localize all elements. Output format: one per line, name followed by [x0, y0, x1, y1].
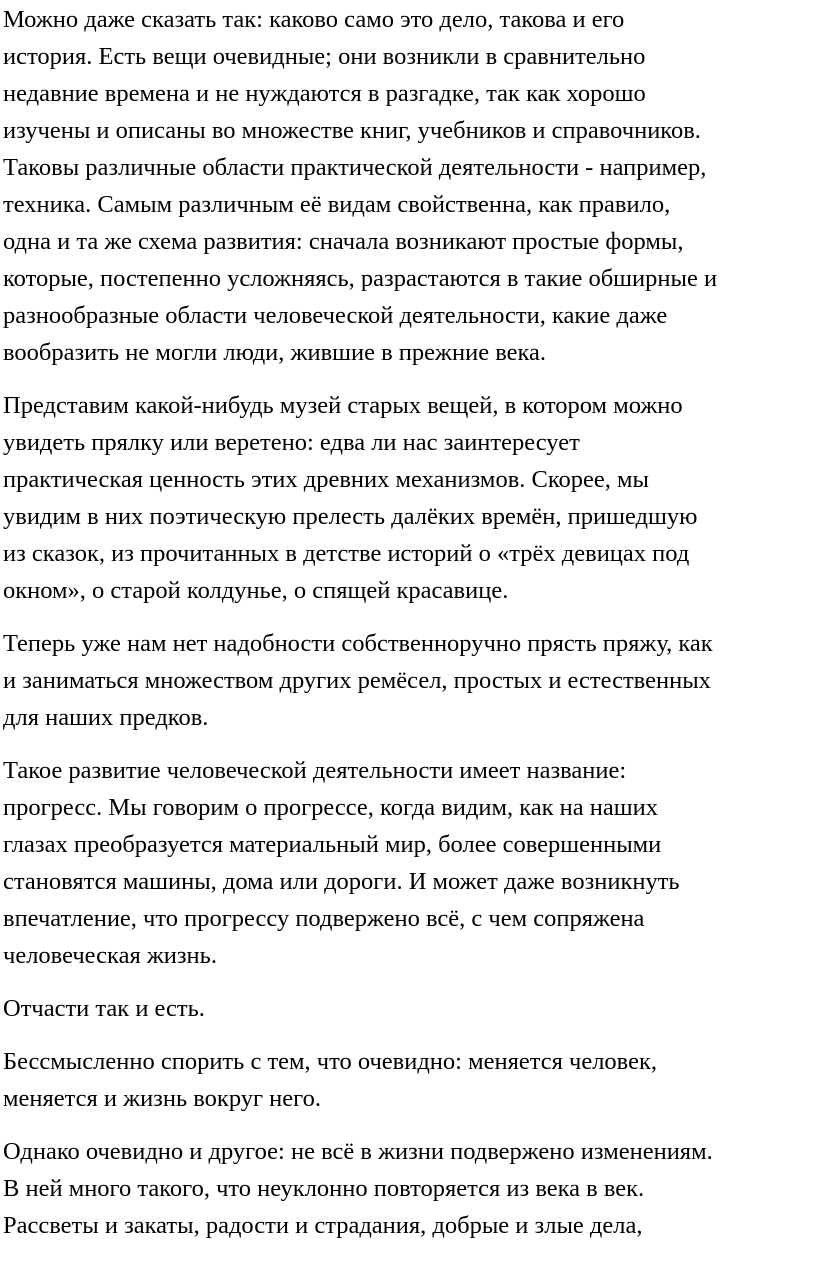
text-line: увидим в них поэтическую прелесть далёких времён, пришедшую [3, 503, 698, 530]
text-line: окном», о старой колдунье, о спящей красавице. [3, 577, 509, 604]
text-line: Таковы различные области практической деятельности - например, [3, 154, 707, 181]
paragraph-7 [3, 1133, 815, 1244]
paragraph-1 [3, 1, 815, 371]
text-line: впечатление, что прогрессу подвержено всё, с чем сопряжена [3, 905, 645, 932]
text-line: из сказок, из прочитанных в детстве историй о «трёх девицах под [3, 540, 690, 567]
text-line: Рассветы и закаты, радости и страдания, добрые и злые дела, [3, 1212, 643, 1239]
text-line: одна и та же схема развития: сначала возникают простые формы, [3, 228, 684, 255]
text-line: В ней много такого, что неуклонно повторяется из века в век. [3, 1175, 645, 1202]
text-line: становятся машины, дома или дороги. И может даже возникнуть [3, 868, 680, 895]
text-line: недавние времена и не нуждаются в разгадке, так как хорошо [3, 80, 646, 107]
text-line: Такое развитие человеческой деятельности имеет название: [3, 757, 627, 784]
text-line: практическая ценность этих древних механизмов. Скорее, мы [3, 466, 649, 493]
text-line: человеческая жизнь. [3, 942, 217, 969]
paragraph-6 [3, 1043, 815, 1117]
text-line: изучены и описаны во множестве книг, учебников и справочников. [3, 117, 701, 144]
text-line: вообразить не могли люди, жившие в прежние века. [3, 339, 547, 366]
text-line: Представим какой-нибудь музей старых вещей, в котором можно [3, 392, 683, 419]
paragraph-5 [3, 990, 815, 1027]
text-line: Теперь уже нам нет надобности собственноручно прясть пряжу, как [3, 630, 713, 657]
paragraph-2 [3, 387, 815, 609]
text-line: для наших предков. [3, 704, 209, 731]
text-line: Однако очевидно и другое: не всё в жизни подвержено изменениям. [3, 1138, 713, 1165]
text-line: Можно даже сказать так: каково само это дело, такова и его [3, 6, 625, 33]
text-line: техника. Самым различным её видам свойственна, как правило, [3, 191, 671, 218]
document-page [3, 1, 815, 1260]
text-line: Бессмысленно спорить с тем, что очевидно: меняется человек, [3, 1048, 658, 1075]
text-line: Отчасти так и есть. [3, 995, 205, 1022]
text-line: глазах преобразуется материальный мир, более совершенными [3, 831, 662, 858]
text-line: увидеть прялку или веретено: едва ли нас заинтересует [3, 429, 580, 456]
text-line: прогресс. Мы говорим о прогрессе, когда видим, как на наших [3, 794, 659, 821]
text-line: и заниматься множеством других ремёсел, простых и естественных [3, 667, 711, 694]
paragraph-4 [3, 752, 815, 974]
text-line: меняется и жизнь вокруг него. [3, 1085, 321, 1112]
text-line: история. Есть вещи очевидные; они возникли в сравнительно [3, 43, 646, 70]
text-line: которые, постепенно усложняясь, разрастаются в такие обширные и [3, 265, 718, 292]
paragraph-3 [3, 625, 815, 736]
text-line: разнообразные области человеческой деятельности, какие даже [3, 302, 668, 329]
